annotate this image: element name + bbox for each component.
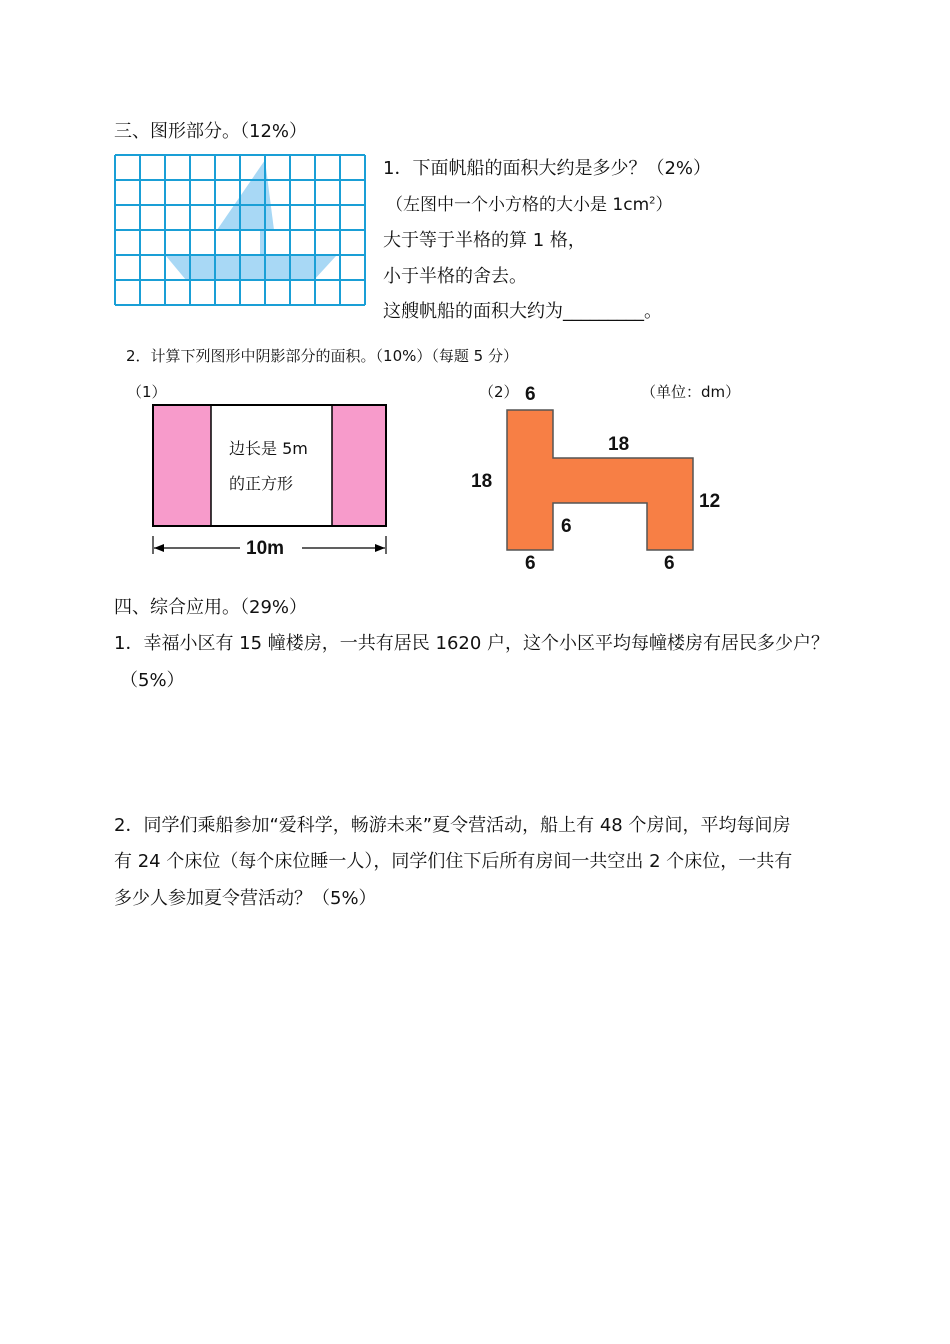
q1-answer-prompt: 这艘帆船的面积大约为 (383, 301, 563, 322)
q1-answer-end: 。 (644, 301, 662, 322)
s4-q1-line2: （5%） (120, 670, 185, 691)
dim-upper-right: 18 (608, 434, 630, 455)
s4-q2-line1: 2．同学们乘船参加“爱科学，畅游未来”夏令营活动，船上有 48 个房间，平均每间房 (114, 815, 791, 836)
section4-heading: 四、综合应用。（29%） (114, 597, 308, 618)
q1-note-suffix: ） (655, 195, 673, 215)
q1-answer-line (383, 297, 662, 323)
orange-shape (507, 410, 693, 550)
fig1-width-label: 10m (246, 538, 285, 559)
pink-left-strip (153, 405, 211, 526)
dim-right: 12 (699, 491, 721, 512)
q1-rule1: 大于等于半格的算 1 格， (383, 230, 586, 251)
fig2-unit: （单位：dm） (641, 383, 741, 401)
fig1-inner-line1: 边长是 5m (229, 439, 308, 458)
figure2-h-shape (505, 408, 705, 558)
fig1-inner-line2: 的正方形 (229, 474, 294, 493)
dim-bottom-right: 6 (664, 553, 675, 574)
s4-q2-line2: 有 24 个床位（每个床位睡一人），同学们住下后所有房间一共空出 2 个床位，一共有 (114, 851, 793, 872)
q1-answer-blank[interactable]: _________ (563, 301, 644, 322)
q1-note (386, 190, 673, 215)
q1-rule2: 小于半格的舍去。 (383, 266, 527, 287)
dim-left: 18 (471, 471, 493, 492)
hull-shape (166, 256, 336, 280)
pink-right-strip (332, 405, 386, 526)
sail-shape-right (265, 160, 274, 230)
section3-heading: 三、图形部分。（12%） (114, 121, 308, 142)
q2-title: 2．计算下列图形中阴影部分的面积。（10%）（每题 5 分） (126, 347, 518, 365)
fig1-label: （1） (127, 383, 167, 401)
dim-top: 6 (525, 384, 536, 405)
grid-lines (115, 155, 365, 305)
fig2-label: （2） (479, 383, 519, 401)
q1-note-prefix: （左图中一个小方格的大小是 1cm (386, 195, 650, 215)
arrow-left-head (154, 544, 164, 552)
dim-bottom-left: 6 (525, 553, 536, 574)
q1-title: 1．下面帆船的面积大约是多少？（2%） (383, 158, 712, 179)
s4-q2-line3: 多少人参加夏令营活动？（5%） (114, 888, 377, 909)
arrow-right-head (375, 544, 385, 552)
s4-q1-line1: 1．幸福小区有 15 幢楼房，一共有居民 1620 户，这个小区平均每幢楼房有居民多少户？ (114, 633, 830, 654)
q1-note-sup: 2 (649, 195, 656, 207)
sailboat-grid-figure (114, 154, 366, 306)
dim-inner: 6 (561, 516, 572, 537)
